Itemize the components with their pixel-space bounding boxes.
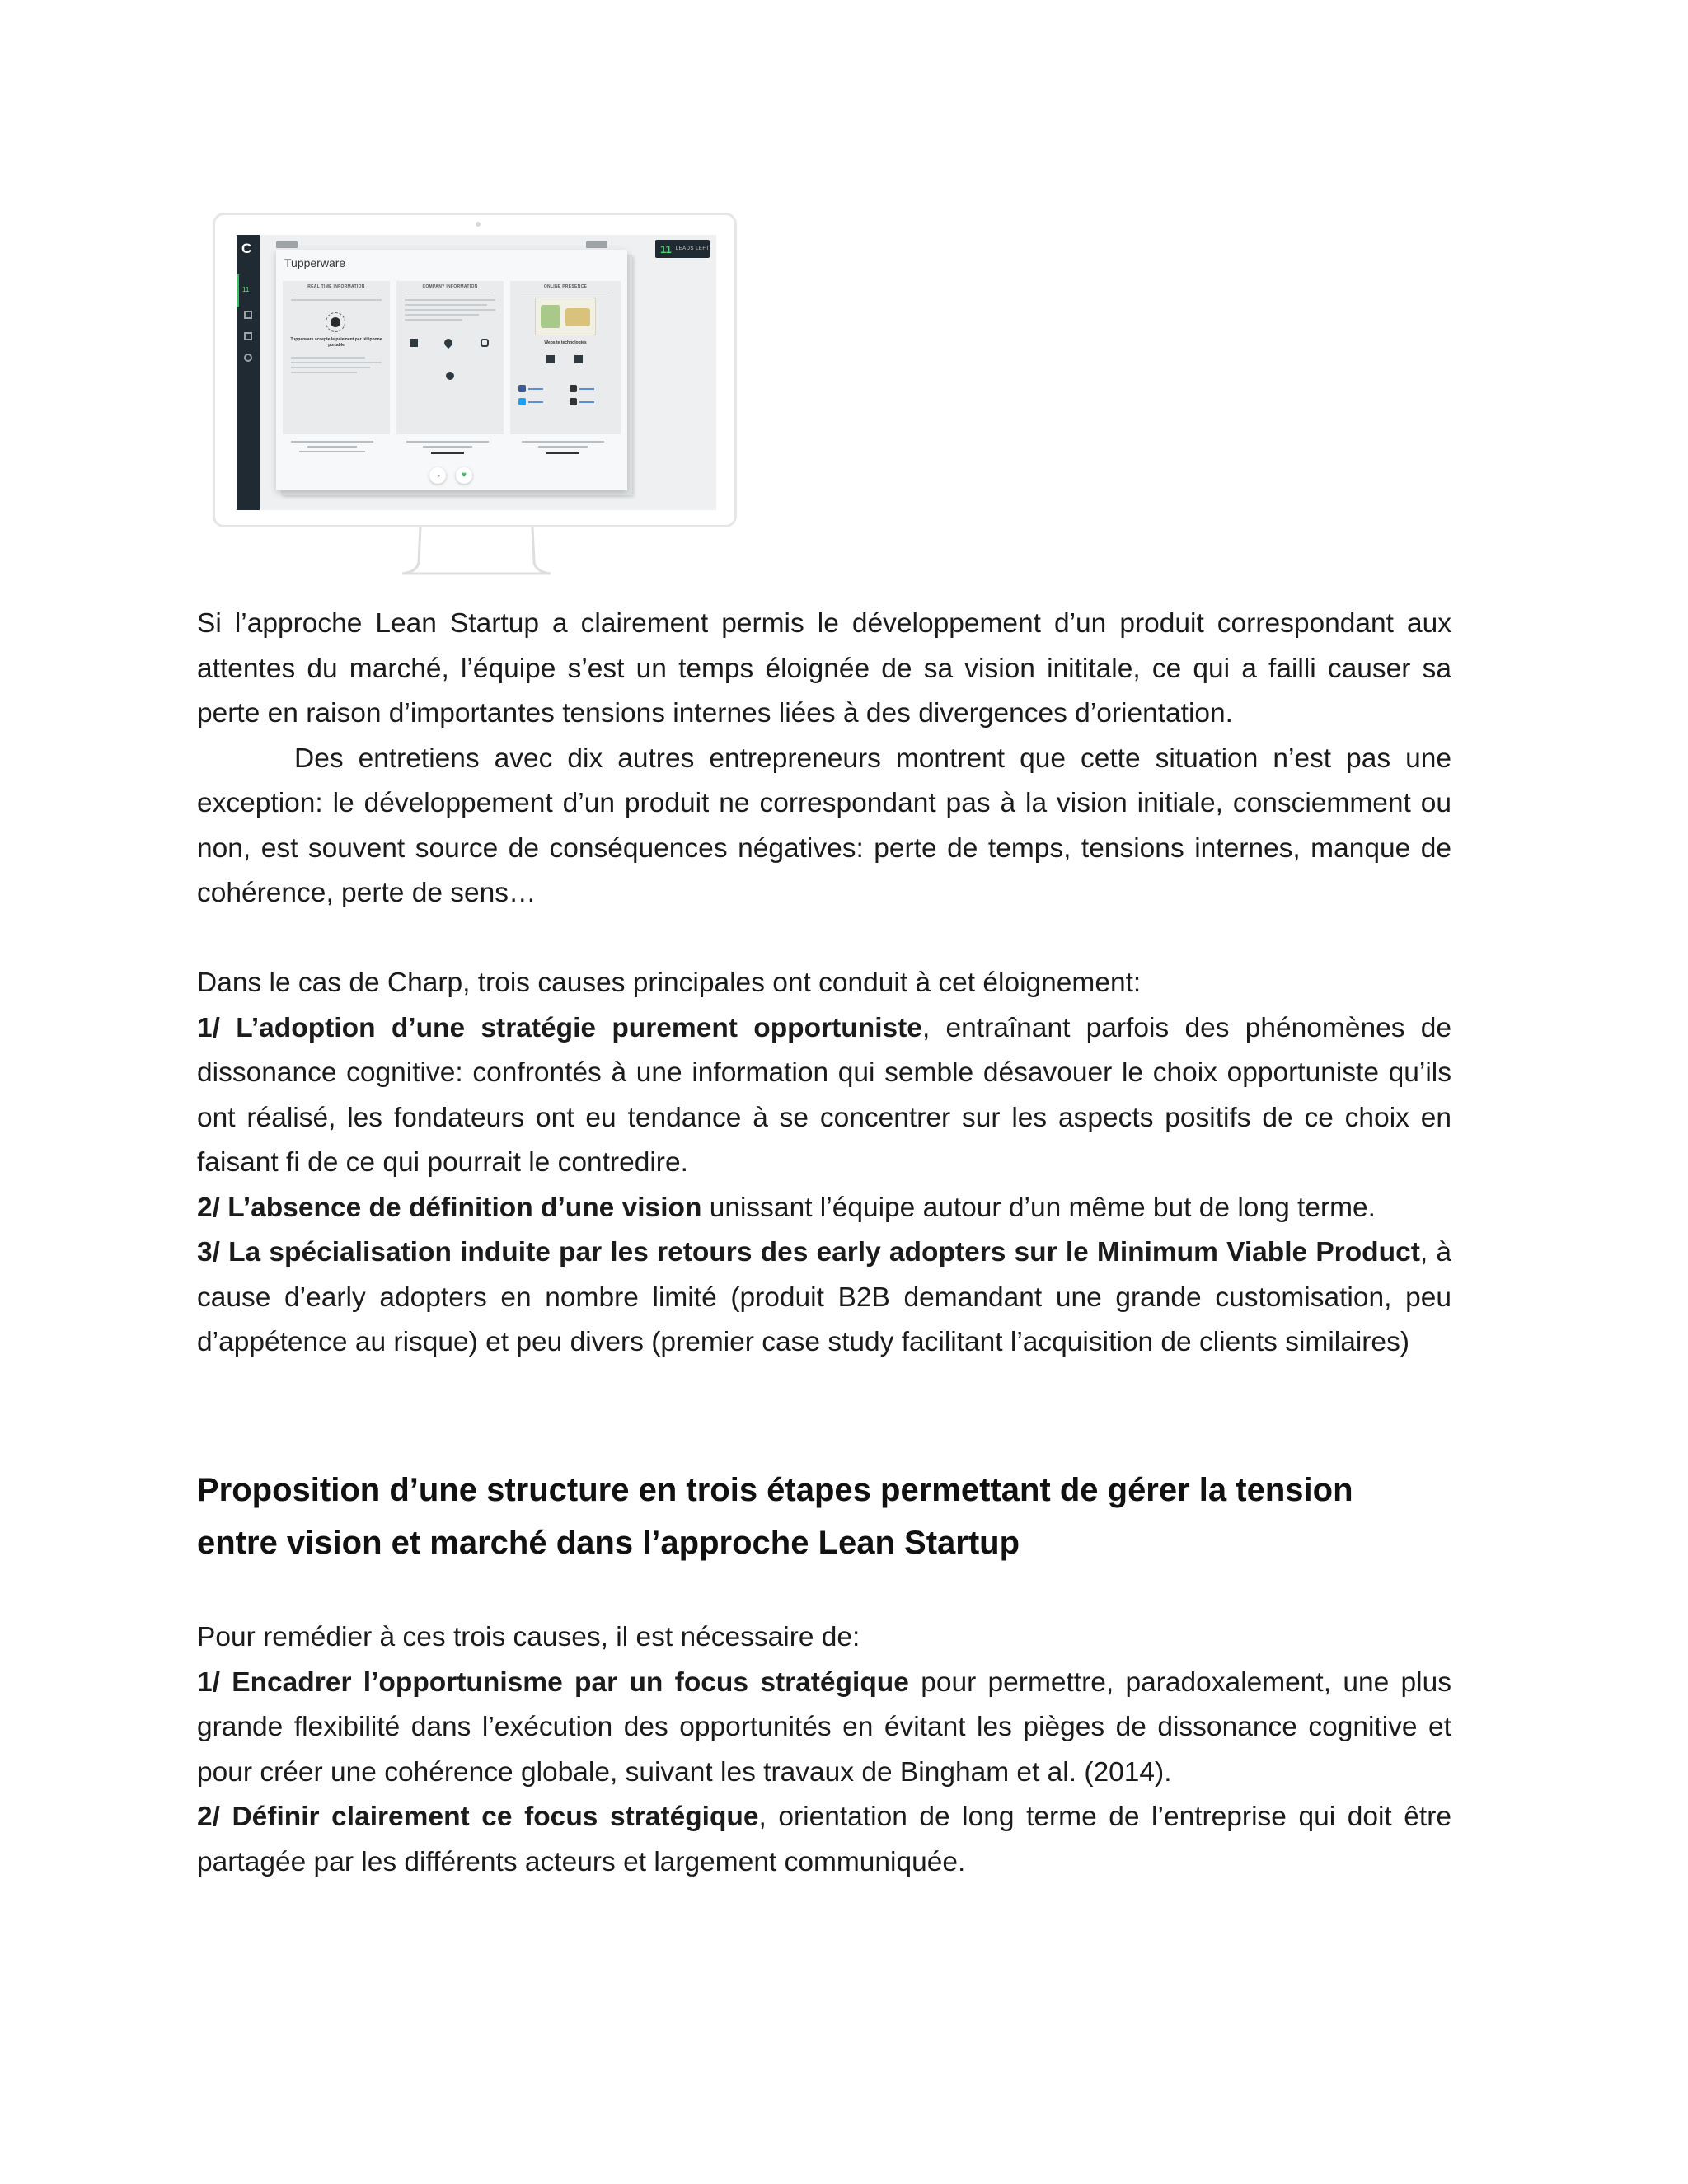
leads-left-badge [655, 240, 710, 258]
location-pin-icon [443, 337, 454, 349]
facebook-likes [528, 388, 543, 390]
monitor-screen [237, 235, 716, 510]
paragraph-interviews: Des entretiens avec dix autres entrepreneurs montrent que cette situation n’est pas une exception: le développement d’un produit ne correspondant pas à la vision initiale, consciemment ou non, est souvent source de conséquences négatives: perte de temps, tensions internes, manque de cohérence, perte de sens… [197, 743, 1451, 908]
next-lead-button [586, 241, 607, 248]
heart-icon: ♥ [456, 467, 472, 484]
cause-2-title: 2/ L’absence de définition d’une vision [197, 1192, 702, 1223]
cause-2 [197, 1186, 1451, 1231]
column-header: REAL TIME INFORMATION [283, 284, 390, 293]
sidebar-count: 11 [242, 286, 250, 293]
twitter-icon [518, 398, 526, 405]
news-headline: Tupperware accepte le paiement par téléphone portable [290, 337, 382, 348]
app-logo: C [241, 241, 252, 256]
step-2 [197, 1795, 1451, 1885]
causes-section [197, 961, 1451, 1366]
previous-lead-button [276, 241, 298, 248]
real-time-info-column [283, 281, 390, 434]
instagram-icon [570, 385, 577, 392]
step-1 [197, 1661, 1451, 1796]
people-icon [446, 372, 454, 380]
text-line [405, 319, 462, 321]
text-line [291, 299, 382, 301]
paragraph-causes-intro: Dans le cas de Charp, trois causes principales ont conduit à cet éloignement: [197, 968, 1142, 998]
website-technologies-label: Website technologies [544, 340, 587, 345]
facebook-icon [518, 385, 526, 392]
monitor-frame [213, 213, 737, 527]
text-line [406, 441, 489, 443]
step-1-title: 1/ Encadrer l’opportunisme par un focus stratégique [197, 1666, 909, 1698]
cause-1 [197, 1006, 1451, 1186]
document-body [197, 602, 1451, 916]
column-header: ONLINE PRESENCE [510, 284, 621, 293]
paragraph-lean-startup: Si l’approche Lean Startup a clairement permis le développement d’un produit correspondant aux attentes du marché, l’équipe s’est un temps éloignée de sa vision inititale, ce qui a failli causer sa perte en raison d’importantes tensions internes liées à des divergences d’orientation. [197, 608, 1451, 729]
section-heading [197, 1464, 1433, 1569]
text-line [291, 357, 365, 359]
text-line [405, 304, 487, 306]
cause-2-text: unissant l’équipe autour d’un même but de long terme. [701, 1192, 1376, 1223]
youtube-views [579, 401, 594, 403]
thumbnail-product-image [565, 308, 590, 326]
webcam-dot [476, 222, 481, 227]
tech-apple-icon [574, 355, 583, 363]
contact-phone [546, 452, 579, 454]
cause-1-text: , entraînant parfois des phénomènes de dissonance cognitive: confrontés à une information qui semble désavouer le choix opportuniste qu’ils ont réalisé, les fondateurs ont eu tendance à se concentrer sur les aspects positifs de ce choix en faisant fi de ce qui pourrait le contredire. [197, 1012, 1451, 1178]
cause-3-text: , à cause d’early adopters en nombre limité (produit B2B demandant une grande customisation, peu d’appétence au risque) et peu divers (premier case study facilitant l’acquisition de clients similaires) [197, 1237, 1451, 1357]
twitter-followers [528, 401, 543, 403]
cause-3-title: 3/ La spécialisation induite par les retours des early adopters sur le Minimum Viable Product [197, 1237, 1420, 1268]
text-line [405, 299, 495, 301]
text-line [538, 446, 588, 448]
contact-phone [431, 452, 464, 454]
website-thumbnail [535, 298, 596, 335]
online-presence-column [510, 281, 621, 434]
sidebar-grid-icon [244, 311, 252, 319]
app-mockup-illustration [213, 213, 737, 575]
leads-label: LEADS LEFT [675, 246, 710, 251]
building-icon [410, 339, 418, 347]
arrow-right-icon: → [429, 467, 446, 484]
column-header: COMPANY INFORMATION [396, 284, 504, 293]
cause-3 [197, 1230, 1451, 1366]
app-sidebar [237, 235, 260, 510]
text-line [299, 451, 365, 452]
sidebar-active-indicator [237, 274, 239, 307]
text-line [291, 367, 370, 368]
tech-android-icon [546, 355, 555, 363]
paragraph-solutions-intro: Pour remédier à ces trois causes, il est nécessaire de: [197, 1622, 860, 1652]
text-line [405, 314, 479, 316]
text-line [423, 446, 472, 448]
solutions-section [197, 1615, 1451, 1885]
company-name: Tupperware [284, 256, 346, 269]
step-2-title: 2/ Définir clairement ce focus stratégique [197, 1802, 759, 1832]
company-info-column [396, 281, 504, 434]
step-1-text: pour permettre, paradoxalement, une plus grande flexibilité dans l’exécution des opportunités en évitant les pièges de dissonance cognitive et pour créer une cohérence globale, suivant les travaux de Bingham et al. (2014). [197, 1666, 1451, 1788]
leads-count: 11 [660, 242, 672, 255]
monitor-stand-outline [377, 526, 575, 575]
currency-icon [481, 339, 489, 347]
contacts-footer [283, 439, 621, 459]
text-line [307, 446, 357, 448]
lightbulb-icon [331, 317, 340, 327]
sidebar-list-icon [244, 332, 252, 340]
text-line [291, 362, 382, 363]
text-line [522, 441, 604, 443]
text-line [405, 309, 495, 311]
instagram-followers [579, 388, 594, 390]
cause-1-title: 1/ L’adoption d’une stratégie purement opportuniste [197, 1012, 922, 1043]
section-title: Proposition d’une structure en trois étapes permettant de gérer la tension entre vision et marché dans l’approche Lean Startup [197, 1472, 1353, 1561]
text-line [291, 372, 357, 373]
thumbnail-product-image [541, 305, 560, 328]
lead-card [276, 250, 627, 490]
text-line [291, 441, 373, 443]
step-2-text: , orientation de long terme de l’entreprise qui doit être partagée par les différents acteurs et largement communiquée. [197, 1802, 1451, 1877]
sidebar-info-icon [244, 354, 252, 362]
monitor-stand [377, 526, 575, 575]
youtube-icon [570, 398, 577, 405]
